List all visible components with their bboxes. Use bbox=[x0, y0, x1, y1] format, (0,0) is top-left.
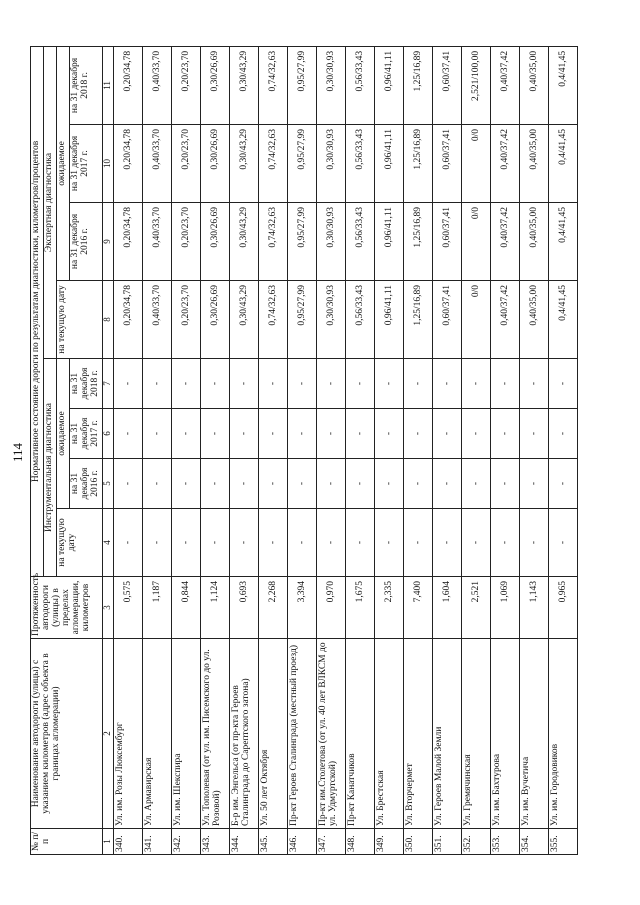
instr-2018-cell: - bbox=[258, 359, 287, 409]
table-row bbox=[490, 46, 519, 854]
column-number: 9 bbox=[102, 203, 113, 281]
road-length-cell: 1,187 bbox=[142, 577, 171, 639]
instr-2016-cell: - bbox=[200, 459, 229, 509]
header-expert-current: на текущую дату bbox=[56, 281, 102, 359]
instr-2017-cell: - bbox=[113, 409, 142, 459]
expert-2018-cell: 0,20/23,70 bbox=[171, 46, 200, 124]
table-row bbox=[142, 46, 171, 854]
row-number-cell: 348. bbox=[345, 829, 374, 855]
column-number: 7 bbox=[102, 359, 113, 409]
table-row bbox=[432, 46, 461, 854]
road-length-cell: 2,521 bbox=[461, 577, 490, 639]
instr-2018-cell: - bbox=[171, 359, 200, 409]
instr-2018-cell: - bbox=[519, 359, 548, 409]
table-row bbox=[548, 46, 577, 854]
expert-2017-cell: 0,30/30,93 bbox=[316, 125, 345, 203]
table-row bbox=[287, 46, 316, 854]
expert-2018-cell: 0,30/43,29 bbox=[229, 46, 258, 124]
instr-current-cell: - bbox=[345, 509, 374, 577]
instr-2016-cell: - bbox=[403, 459, 432, 509]
instr-2018-cell: - bbox=[374, 359, 403, 409]
expert-2016-cell: 0,95/27,99 bbox=[287, 203, 316, 281]
row-number-cell: 349. bbox=[374, 829, 403, 855]
instr-2016-cell: - bbox=[548, 459, 577, 509]
road-name-cell: Ул. Армавирская bbox=[142, 639, 171, 829]
expert-2017-cell: 0,30/26,69 bbox=[200, 125, 229, 203]
road-name-cell: Ул. Тополевая (от ул. им. Писемского до ул. Розовой) bbox=[200, 639, 229, 829]
column-number: 6 bbox=[102, 409, 113, 459]
expert-2017-cell: 0,40/33,70 bbox=[142, 125, 171, 203]
table-row bbox=[200, 46, 229, 854]
instr-2018-cell: - bbox=[142, 359, 171, 409]
expert-2018-cell: 0,30/26,69 bbox=[200, 46, 229, 124]
expert-2016-cell: 0,40/37,42 bbox=[490, 203, 519, 281]
instr-2018-cell: - bbox=[229, 359, 258, 409]
road-name-cell: Ул. им. Шекспира bbox=[171, 639, 200, 829]
expert-2018-cell: 0,40/33,70 bbox=[142, 46, 171, 124]
instr-current-cell: - bbox=[403, 509, 432, 577]
expert-current-cell: 0,4/41,45 bbox=[548, 281, 577, 359]
instr-2018-cell: - bbox=[548, 359, 577, 409]
header-name: Наименование автодороги (улицы) с указанием километров (адрес объекта в границах агломерации) bbox=[31, 639, 103, 829]
header-expert: Экспертная диагностика bbox=[43, 46, 56, 358]
header-normative: Нормативное состояние дороги по результатам диагностики, километров/процентов bbox=[31, 46, 44, 576]
instr-current-cell: - bbox=[200, 509, 229, 577]
column-number: 3 bbox=[102, 577, 113, 639]
expert-2016-cell: 0,30/43,29 bbox=[229, 203, 258, 281]
column-number: 5 bbox=[102, 459, 113, 509]
instr-2017-cell: - bbox=[461, 409, 490, 459]
instr-current-cell: - bbox=[142, 509, 171, 577]
table-body bbox=[113, 46, 577, 854]
instr-current-cell: - bbox=[287, 509, 316, 577]
instr-2016-cell: - bbox=[461, 459, 490, 509]
road-length-cell: 1,143 bbox=[519, 577, 548, 639]
column-number: 2 bbox=[102, 639, 113, 829]
instr-current-cell: - bbox=[490, 509, 519, 577]
expert-2017-cell: 0,60/37,41 bbox=[432, 125, 461, 203]
expert-2016-cell: 0,60/37,41 bbox=[432, 203, 461, 281]
road-length-cell: 0,575 bbox=[113, 577, 142, 639]
expert-current-cell: 0,40/33,70 bbox=[142, 281, 171, 359]
instr-2018-cell: - bbox=[490, 359, 519, 409]
row-number-cell: 346. bbox=[287, 829, 316, 855]
instr-2018-cell: - bbox=[113, 359, 142, 409]
row-number-cell: 347. bbox=[316, 829, 345, 855]
instr-2016-cell: - bbox=[490, 459, 519, 509]
column-number: 11 bbox=[102, 46, 113, 124]
expert-2016-cell: 0,20/34,78 bbox=[113, 203, 142, 281]
expert-2017-cell: 0,74/32,63 bbox=[258, 125, 287, 203]
column-number: 4 bbox=[102, 509, 113, 577]
road-length-cell: 3,394 bbox=[287, 577, 316, 639]
row-number-cell: 354. bbox=[519, 829, 548, 855]
instr-current-cell: - bbox=[461, 509, 490, 577]
instr-2016-cell: - bbox=[171, 459, 200, 509]
instr-current-cell: - bbox=[258, 509, 287, 577]
instr-2017-cell: - bbox=[345, 409, 374, 459]
expert-2017-cell: 1,25/16,89 bbox=[403, 125, 432, 203]
instr-2016-cell: - bbox=[229, 459, 258, 509]
instr-2017-cell: - bbox=[403, 409, 432, 459]
instr-2017-cell: - bbox=[171, 409, 200, 459]
road-length-cell: 2,268 bbox=[258, 577, 287, 639]
table-row bbox=[461, 46, 490, 854]
expert-2018-cell: 0,4/41,45 bbox=[548, 46, 577, 124]
road-name-cell: Ул. Героев Малой Земли bbox=[432, 639, 461, 829]
road-length-cell: 0,970 bbox=[316, 577, 345, 639]
instr-2017-cell: - bbox=[316, 409, 345, 459]
instr-2016-cell: - bbox=[113, 459, 142, 509]
road-name-cell: Ул. им. Бахтурова bbox=[490, 639, 519, 829]
expert-2017-cell: 0,30/43,29 bbox=[229, 125, 258, 203]
table-row bbox=[316, 46, 345, 854]
road-name-cell: Пр-кт им.Столетова (от ул. 40 лет ВЛКСМ до ул. Удмуртской) bbox=[316, 639, 345, 829]
table-row bbox=[519, 46, 548, 854]
road-length-cell: 7,400 bbox=[403, 577, 432, 639]
expert-2017-cell: 0,40/35,00 bbox=[519, 125, 548, 203]
instr-current-cell: - bbox=[374, 509, 403, 577]
instr-2017-cell: - bbox=[548, 409, 577, 459]
header-expert-2018: на 31 декабря 2018 г. bbox=[69, 46, 102, 124]
expert-2016-cell: 0,56/33,43 bbox=[345, 203, 374, 281]
header-length: Протяженность автодороги (улицы) в пределах агломерации, километров bbox=[31, 577, 103, 639]
instr-current-cell: - bbox=[113, 509, 142, 577]
row-number-cell: 351. bbox=[432, 829, 461, 855]
header-instr-expected: ожидаемое bbox=[56, 359, 69, 509]
column-number: 1 bbox=[102, 829, 113, 855]
expert-2016-cell: 0,30/26,69 bbox=[200, 203, 229, 281]
road-name-cell: Пр-кт Канатчиков bbox=[345, 639, 374, 829]
expert-current-cell: 0,96/41,11 bbox=[374, 281, 403, 359]
instr-current-cell: - bbox=[432, 509, 461, 577]
expert-2017-cell: 0,96/41,11 bbox=[374, 125, 403, 203]
table-row bbox=[403, 46, 432, 854]
expert-current-cell: 0,30/43,29 bbox=[229, 281, 258, 359]
expert-2016-cell: 0,4/41,45 bbox=[548, 203, 577, 281]
expert-2017-cell: 0,4/41,45 bbox=[548, 125, 577, 203]
header-expert-2016: на 31 декабря 2016 г. bbox=[69, 203, 102, 281]
header-expert-2017: на 31 декабря 2017 г. bbox=[69, 125, 102, 203]
table-row bbox=[113, 46, 142, 854]
road-name-cell: Ул. Брестская bbox=[374, 639, 403, 829]
row-number-cell: 344. bbox=[229, 829, 258, 855]
instr-current-cell: - bbox=[171, 509, 200, 577]
expert-2018-cell: 0,56/33,43 bbox=[345, 46, 374, 124]
expert-current-cell: 0,74/32,63 bbox=[258, 281, 287, 359]
header-instr-2017: на 31 декабря 2017 г. bbox=[69, 409, 102, 459]
instr-2016-cell: - bbox=[142, 459, 171, 509]
column-number: 10 bbox=[102, 125, 113, 203]
expert-current-cell: 0,60/37,41 bbox=[432, 281, 461, 359]
expert-2018-cell: 0,30/30,93 bbox=[316, 46, 345, 124]
instr-current-cell: - bbox=[519, 509, 548, 577]
expert-2016-cell: 1,25/16,89 bbox=[403, 203, 432, 281]
instr-2017-cell: - bbox=[258, 409, 287, 459]
instr-2018-cell: - bbox=[403, 359, 432, 409]
header-instr-2018: на 31 декабря 2018 г. bbox=[69, 359, 102, 409]
expert-2018-cell: 0,74/32,63 bbox=[258, 46, 287, 124]
instr-2017-cell: - bbox=[432, 409, 461, 459]
instr-2016-cell: - bbox=[316, 459, 345, 509]
expert-current-cell: 0,40/37,42 bbox=[490, 281, 519, 359]
expert-2017-cell: 0,20/23,70 bbox=[171, 125, 200, 203]
instr-2016-cell: - bbox=[258, 459, 287, 509]
instr-2016-cell: - bbox=[374, 459, 403, 509]
expert-current-cell: 0/0 bbox=[461, 281, 490, 359]
instr-current-cell: - bbox=[548, 509, 577, 577]
road-length-cell: 0,844 bbox=[171, 577, 200, 639]
road-name-cell: Ул. Гремячинская bbox=[461, 639, 490, 829]
expert-2016-cell: 0,20/23,70 bbox=[171, 203, 200, 281]
expert-2018-cell: 0,96/41,11 bbox=[374, 46, 403, 124]
expert-2016-cell: 0,74/32,63 bbox=[258, 203, 287, 281]
expert-2016-cell: 0,40/33,70 bbox=[142, 203, 171, 281]
expert-current-cell: 0,56/33,43 bbox=[345, 281, 374, 359]
instr-2017-cell: - bbox=[519, 409, 548, 459]
expert-2017-cell: 0,95/27,99 bbox=[287, 125, 316, 203]
row-number-cell: 352. bbox=[461, 829, 490, 855]
road-name-cell: Ул. им. Вучетича bbox=[519, 639, 548, 829]
expert-2018-cell: 0,95/27,99 bbox=[287, 46, 316, 124]
instr-2018-cell: - bbox=[461, 359, 490, 409]
table-row bbox=[345, 46, 374, 854]
row-number-cell: 345. bbox=[258, 829, 287, 855]
expert-2018-cell: 0,20/34,78 bbox=[113, 46, 142, 124]
road-diagnostics-table bbox=[30, 46, 578, 855]
instr-2017-cell: - bbox=[287, 409, 316, 459]
expert-current-cell: 0,30/30,93 bbox=[316, 281, 345, 359]
column-number: 8 bbox=[102, 281, 113, 359]
expert-current-cell: 1,25/16,89 bbox=[403, 281, 432, 359]
table-row bbox=[171, 46, 200, 854]
header-no: № п/п bbox=[31, 829, 103, 855]
road-name-cell: Ул. им. Розы Люксембург bbox=[113, 639, 142, 829]
expert-2018-cell: 2,521/100,00 bbox=[461, 46, 490, 124]
expert-2016-cell: 0,30/30,93 bbox=[316, 203, 345, 281]
row-number-cell: 353. bbox=[490, 829, 519, 855]
road-name-cell: Ул. Вторчермет bbox=[403, 639, 432, 829]
road-length-cell: 1,675 bbox=[345, 577, 374, 639]
road-name-cell: Ул. 50 лет Октября bbox=[258, 639, 287, 829]
instr-current-cell: - bbox=[229, 509, 258, 577]
instr-2016-cell: - bbox=[345, 459, 374, 509]
expert-2017-cell: 0,40/37,42 bbox=[490, 125, 519, 203]
expert-current-cell: 0,20/23,70 bbox=[171, 281, 200, 359]
instr-2017-cell: - bbox=[374, 409, 403, 459]
road-name-cell: Ул. им. Городовиков bbox=[548, 639, 577, 829]
instr-2016-cell: - bbox=[287, 459, 316, 509]
expert-current-cell: 0,95/27,99 bbox=[287, 281, 316, 359]
header-instrumental: Инструментальная диагностика bbox=[43, 359, 56, 577]
row-number-cell: 340. bbox=[113, 829, 142, 855]
expert-2016-cell: 0/0 bbox=[461, 203, 490, 281]
expert-2016-cell: 0,96/41,11 bbox=[374, 203, 403, 281]
expert-current-cell: 0,30/26,69 bbox=[200, 281, 229, 359]
row-number-cell: 342. bbox=[171, 829, 200, 855]
expert-2017-cell: 0,20/34,78 bbox=[113, 125, 142, 203]
instr-2018-cell: - bbox=[316, 359, 345, 409]
instr-2017-cell: - bbox=[142, 409, 171, 459]
row-number-cell: 343. bbox=[200, 829, 229, 855]
table-row bbox=[374, 46, 403, 854]
row-number-cell: 355. bbox=[548, 829, 577, 855]
row-number-cell: 350. bbox=[403, 829, 432, 855]
header-instr-current: на текущую дату bbox=[56, 509, 102, 577]
expert-2017-cell: 0,56/33,43 bbox=[345, 125, 374, 203]
road-length-cell: 0,965 bbox=[548, 577, 577, 639]
expert-current-cell: 0,20/34,78 bbox=[113, 281, 142, 359]
instr-2018-cell: - bbox=[287, 359, 316, 409]
row-number-cell: 341. bbox=[142, 829, 171, 855]
expert-2016-cell: 0,40/35,00 bbox=[519, 203, 548, 281]
instr-2017-cell: - bbox=[229, 409, 258, 459]
column-numbers-row bbox=[102, 46, 113, 854]
table-row bbox=[258, 46, 287, 854]
road-length-cell: 1,069 bbox=[490, 577, 519, 639]
table-row bbox=[229, 46, 258, 854]
road-name-cell: Пр-кт Героев Сталинграда (местный проезд) bbox=[287, 639, 316, 829]
road-length-cell: 1,604 bbox=[432, 577, 461, 639]
instr-2018-cell: - bbox=[345, 359, 374, 409]
road-name-cell: Б-р им. Энгельса (от пр-кта Героев Сталинграда до Сарептского затона) bbox=[229, 639, 258, 829]
road-length-cell: 1,124 bbox=[200, 577, 229, 639]
header-instr-2016: на 31 декабря 2016 г. bbox=[69, 459, 102, 509]
road-length-cell: 2,335 bbox=[374, 577, 403, 639]
header-expert-expected: ожидаемое bbox=[56, 46, 69, 280]
expert-2017-cell: 0/0 bbox=[461, 125, 490, 203]
expert-current-cell: 0,40/35,00 bbox=[519, 281, 548, 359]
road-length-cell: 0,693 bbox=[229, 577, 258, 639]
instr-2018-cell: - bbox=[432, 359, 461, 409]
instr-current-cell: - bbox=[316, 509, 345, 577]
instr-2018-cell: - bbox=[200, 359, 229, 409]
expert-2018-cell: 0,60/37,41 bbox=[432, 46, 461, 124]
expert-2018-cell: 0,40/35,00 bbox=[519, 46, 548, 124]
expert-2018-cell: 1,25/16,89 bbox=[403, 46, 432, 124]
instr-2017-cell: - bbox=[200, 409, 229, 459]
page-number: 114 bbox=[10, 442, 25, 463]
instr-2016-cell: - bbox=[432, 459, 461, 509]
expert-2018-cell: 0,40/37,42 bbox=[490, 46, 519, 124]
instr-2016-cell: - bbox=[519, 459, 548, 509]
instr-2017-cell: - bbox=[490, 409, 519, 459]
